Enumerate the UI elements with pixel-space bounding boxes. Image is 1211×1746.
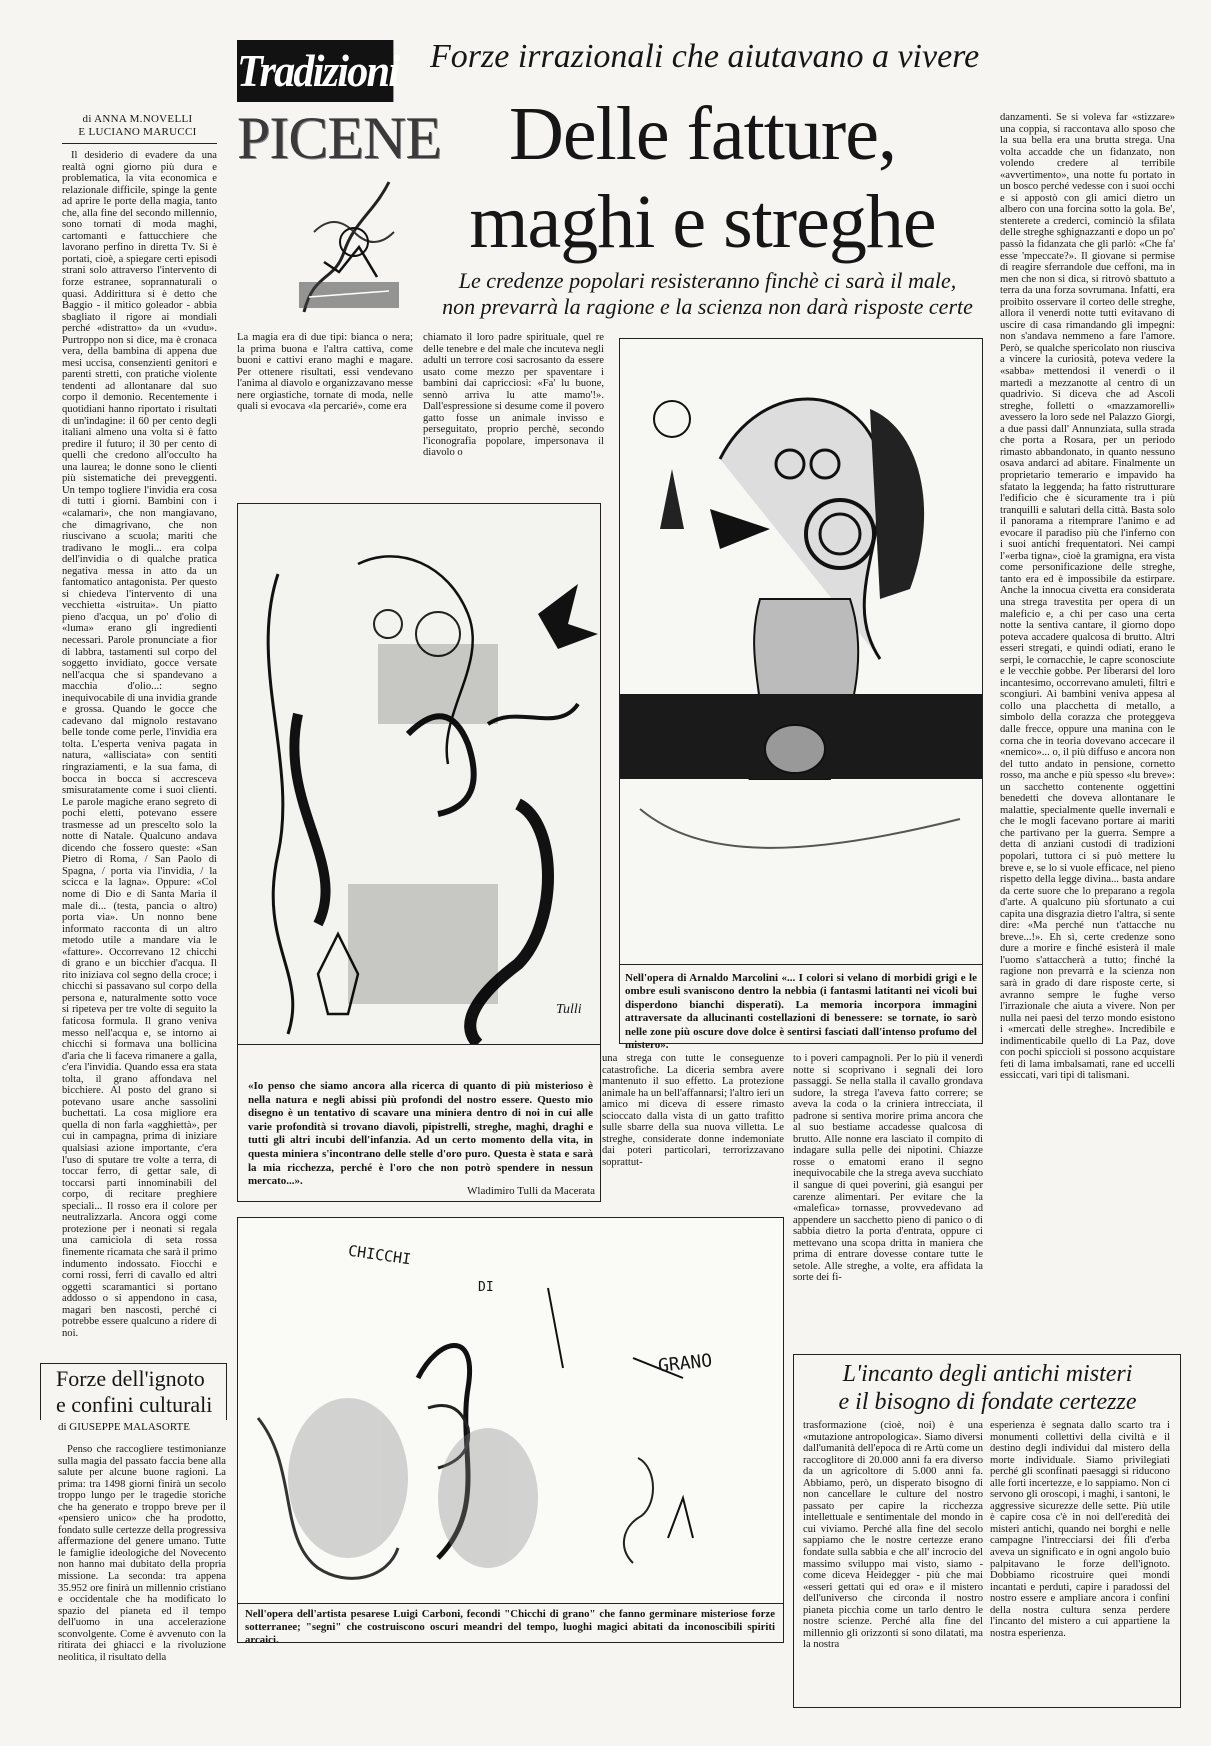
carboni-word-1: CHICCHI [347,1241,413,1269]
box-article-column-2: esperienza è segnata dallo scarto tra i monumenti collettivi della civiltà e il destino degli individui dal mistero della morte individuale. Siamo privilegiati perché gli sconfinati paesaggi si riducono alle forti incertezze, e lo sappiamo. Non ci servono gli oroscopi, i maghi, i santoni, le aggressive sicurezze delle sette. Più utile è capire cosa c'è in noi dell'eredità dei misteri antichi, quando nei borghi e nelle campagne l'intrecciarsi dei fili d'erba aveva un significato e in ogni angolo buio palpitavano le forze dell'ignoto. Dobbiamo ricostruire quei mondi incantati e perduti, capire i paradossi del nostro essere e ampliare ancora i confini della nostra cultura senza perdere l'incanto del mistero a cui appartiene la nostra esperienza. [990,1420,1170,1639]
byline-rule [62,143,217,144]
headline [430,90,975,266]
article-column-mid-b: to i poveri campagnoli. Per lo più il venerdì notte si scoprivano i segnali dei loro passaggi. Se nella stalla il cavallo grondava sudore, la strega l'aveva fatto correre; se aveva la coda o la criniera intrecciata, il padrone si sentiva morire prima ancora che al suo bestiame accadesse qualcosa di brutto. Alle nonne era lasciato il compito di indagare sulla pelle dei nipotini. Chiazze rosse o ematomi erano il segno inequivocabile che la strega aveva succhiato il sangue di quei poverini, già esangui per carenze alimentari. Per evitare che la «malefica» tornasse, provvedevano ad appendere un sacchetto pieno di panico o di sabbia dietro la porta d'entrata, oppure ci mettevano una scopa dritta in maniera che prima di entrare dovesse contare tutte le setole. Alle streghe, a volte, era affidata la sorte dei fi- [793,1053,983,1284]
section-kicker: Tradizioni [237,40,393,102]
byline: di ANNA M.NOVELLI E LUCIANO MARUCCI [78,113,197,138]
carboni-word-3: GRANO [657,1350,714,1377]
article-column-3: chiamato il loro padre spirituale, quel re delle tenebre e del male che incuteva negli adulti un terrore così sacrosanto da essere usato come mezzo per spaventare i bambini dai capricciosi: «Fa' lu buone, sennò arriva lu atte mamo'!». Dall'espressione si desume come il povero gatto fosse un animale invisso e perseguitato, proprio perchè, secondo l'iconografia popolare, impersonava il diavolo o [423,332,604,459]
carboni-word-2: DI [478,1280,494,1295]
side-article-byline: di GIUSEPPE MALASORTE [58,1421,190,1433]
overline: Forze irrazionali che aiutavano a vivere [430,38,980,75]
artwork-carboni [237,1217,784,1604]
article-column-2: La magia era di due tipi: bianca o nera; la prima buona e l'altra cattiva, come buoni e cattivi erano maghi e magare. Per ottenere risultati, essi vendevano l'anima al diavolo e organizzavano messe nere orgiastiche, tornate di moda, nelle quali si evocava «la percarié», come era [237,332,413,413]
headline-line-1: Delle fatture, [509,92,896,176]
tulli-signature: Tulli [556,1002,582,1017]
side-article-text: Penso che raccogliere testimonianze sulla magia del passato faccia bene alla salute per alcune buone ragioni. La prima: tra 1498 giorni finirà un secolo troppo lungo per le tragedie storiche che ha generato e troppo breve per il «pensiero unico» che ha prodotto, fondato sulle certezze della progressiva affermazione del genere umano. Tutte le famiglie ideologiche del Novecento non hanno mai dubitato della propria missione. La seconda: tra appena 35.952 ore finirà un millennio cristiano e occidentale che ha modificato lo spazio del pianeta ed il tempo dell'uomo in una accelerazione sconvolgente. Come è avvenuto con la ritirata dei ghiacci e la rivoluzione neolitica, il risultato della [58,1444,226,1663]
artwork-tulli [237,503,601,1045]
artwork-marcolini [619,338,983,965]
article-column-mid-a: una strega con tutte le conseguenze catastrofiche. La diceria sembra avere mantenuto il suo effetto. La protezione animale ha un bell'affannarsi; l'altro ieri un amico mi diceva di essere rimasto scioccato dalla vista di un gatto trafitto sulle sbarre della sua nuova villetta. Le streghe, considerate donne indemoniate dai poteri particolari, terrorizzavano soprattut- [602,1053,784,1168]
summary: Le credenze popolari resisteranno finchè ci sarà il male, non prevarrà la ragione e la scienza non darà risposte certe [442,268,973,319]
caption-marcolini: Nell'opera di Arnaldo Marcolini «... I colori si velano di morbidi grigi e le ombre esuli svaniscono dentro la nebbia (i fantasmi latitanti nei vicoli bui disperdono bianchi disperati). La memoria incorpora immagini attraversate da allucinanti costellazioni di benessere: se tornate, io sarò nelle zone più oscure dove dolce è sentirsi fasciati dall'intenso profumo del mistero». [625,972,977,1052]
article-column-right: danzamenti. Se si voleva far «stizzare» una coppia, si raccontava allo sposo che la sua bella era una brutta strega. Una volta accadde che un fidanzato, non volendo credere al terribile «avvertimento», una notte fu portato in un bosco perché vedesse con i suoi occhi e si appostò con gli amici dietro un albero con una forcina sotto la gola. Be', stenterete a crederci, cominciò la sfilata delle streghe sghignazzanti e dopo un po' passò la fidanzata che gli parlò: «Che fa' esse 'mpeccate?». Il giovane si permise di reagire sferrandole due ceffoni, ma in men che non si dica, si ritrovò sbattuto a terra da una forza sovrumana. Infatti, era proibito osservare il corteo delle streghe, allora il venerdì notte tutti evitavano di uscire di casa rimandando gli impegni: non s'andava nemmeno a fare l'amore. Però, se qualche spericolato non riusciva a vincere la curiosità, poteva vedere la «sabba» mettendosi il venerdì o il martedì a mezzanotte al centro di un quadrivio. Si diceva che ad Ascoli streghe, folletti o «mazzamorelli» avessero la loro sede nel Palazzo Giorgi, a due passi dall' Annunziata, sulla strada che porta a Rosara, per un periodo rimasto abbandonato, in quanto nessuno osava andarci ad abitare. Finalmente un proprietario temerario e impavido ha sfatato la leggenda; ha fatto ristrutturare l'edificio che è sicuramente tra i più tranquilli e salutari della città. Basta solo il panorama a ritemprare l'animo e ad evocare il paradiso più che l'inferno con i suoi antichi frequentatori. Nei campi l'«erba tigna», cioè la gramigna, era vista come personificazione delle streghe, tanto era ed è impossibile da estirpare. Anche la innocua civetta era considerata una strega travestita per opera di un maleficio e, a chi per caso una certa notte la sentiva cantare, il giorno dopo poteva accadere qualcosa di brutto. Altri esseri stregati, e quindi odiati, erano le serpi, le cornacchie, le capre sconosciute e le vecchie gobbe. Per liberarsi del loro incantesimo, occorrevano amuleti, filtri e scongiuri. Ai bambini veniva appesa al collo una placchetta di metallo, a simbolo della corazza che proteggeva dalle frecce, oppure una manina con le corna che in teoria dovevano accecare il «nemico»... o, il più diffuso e ancora non del tutto andato in pensione, cornetto rosso, ma anche e più spesso «lu breve»: un sacchetto contenente oggettini benedetti che doveva allontanare le malattie, specialmente quelle invernali e che le mogli facevano portare ai mariti che partivano per la guerra. Sempre a detta di anziani custodi di tradizioni popolari, tuttora ci si può mettere lu breve e, se lo si vuole efficace, nel pieno rispetto della legge divina... basta andare da certe suore che lo preparano a regola d'arte. A qualcuno più sfortunato a cui capita una disgrazia dietro l'altra, si sente dire: «Ma perché nun t'attacche nu breve...!». Eh sì, certe credenze sono dure a morire e finché esisterà il male l'uomo s'attaccherà a tutto; finché la ragione non prevarrà e la scienza non sarà in grado di dare risposte certe, si avranno sempre le fughe verso l'irrazionale che aiuta a vivere. Non per nulla nei paesi del terzo mondo esistono i «mercati delle streghe». Incredibile e indimenticabile quello di La Paz, dove con pochi spiccioli si possono acquistare feti di lama imbalsamati, rane ed uccelli essiccati, vari tipi di talismani. [1000,112,1175,1082]
article-column-1: Il desiderio di evadere da una realtà ogni giorno più dura e problematica, la vita economica e relazionale difficile, spinge la gente ad aprire le porte della magia, tanto che, alla fine del secondo millennio, sono tornati di moda maghi, cartomanti e fattucchiere che lavorano perfino in diretta Tv. Si è portati, cioè, a spiegare certi episodi strani solo attraverso l'intervento di forze estranee, soprannaturali o quasi. Addirittura si è detto che Baggio - il mitico goleador - abbia sbagliato il rigore ai mondiali perché «distratto» da un «vudu». Purtroppo non si dice, ma è cronaca vera, della bambina di appena due mesi uccisa, consenzienti genitori e parenti stretti, con pratiche violente tendenti ad allontanare dal suo corpo il demonio. Recentemente i quotidiani hanno riportato i risultati di un'indagine: il 60 per cento degli italiani almeno una volta si è fatto predire il futuro; il 30 per cento di quelli che credono all'occulto ha una laurea; le donne sono le clienti più sistematiche dei preveggenti. Un tempo togliere l'invidia era cosa di tutti i giorni. Bambini con i «calamari», che non mangiavano, che dimagrivano, che non riuscivano a scuola; mariti che tradivano le mogli... era colpa dell'invidia o di qualche pratica negativa messa in atto da un fantomatico antagonista. Per questo si chiedeva l'intervento di una vecchietta «istruita». Un piatto pieno d'acqua, un po' d'olio di «luma» erano gli ingredienti necessari. Parole pronunciate a fior di labbra, tastamenti sul corpo del soggetto invidiato, gocce versate nell'acqua che si spandevano a macchia d'olio...: segno inequivocabile di una invidia grande e grossa. Quando le gocce che cadevano dal mignolo restavano belle tonde come perle, l'invidia era tolta. L'esperta veniva pagata in natura, «allisciata» con sentiti ringraziamenti, e la sua fama, di bocca in bocca si accresceva smisuratamente come i suoi clienti. Le parole magiche erano segreto di pochi eletti, potevano essere trasmesse ad un prescelto solo la notte di Natale. Qualcuno andava dicendo che fossero queste: «San Pietro di Roma, / San Paolo di Spagna, / porta via l'invidia, / la scicca e la lagna». Oppure: «Col nome di Dio e di Santa Maria il male di... (testa, pancia o altro) porta via». Un nonno bene informato racconta di un altro metodo utile a mandare via le «fatture». Occorrevano 12 chicchi di grano e un bicchier d'acqua. Il rito iniziava col segno della croce; i chicchi si passavano sul corpo della persona e, naturalmente sotto voce si ripeteva per tre volte di seguito la faticosa formula. Il grano veniva messo nell'acqua e, se intorno ai chicchi si formava una bollicina d'aria che li faceva rimanere a galla, c'era l'invidia. Quando essa era stata tolta, il grano affondava nel bicchiere. Al posto del grano si potevano usare anche sassolini buchettati. La cosa migliore era quella di non farla «agghiettà», per cui in campagna, prima di iniziare qualsiasi azione importante, c'era l'uso di sputare tre volte a terra, di toccar ferro, di gettar sale, di toccarsi parti innominabili del corpo, di recitare preghiere speciali... Il rosso era il colore per neutralizzarla. Ancora oggi come protezione per i neonati si regala una camiciola di seta rossa finemente ricamata che sarà il primo indumento indossato. Fiocchi e corni rossi, ferri di cavallo ed altri oggetti scaramantici si portano addosso o si appendono in casa, magari ben nascosti, perché ci potrebbe essere qualcuno a ridere di noi. [62,150,217,1339]
box-article-title: L'incanto degli antichi misteri e il bisogno di fondate certezze [838,1361,1137,1415]
box-article-column-1: trasformazione (cioè, noi) è una «mutazione antropologica». Siamo diversi dall'umanità dell'epoca di re Artù come un raccoglitore di 20.000 anni fa era diverso da un agricoltore di 5.000 anni fa. Abbiamo, però, un disperato bisogno di non cancellare le culture del nostro passato per capire la ricchezza intellettuale e sentimentale del mondo in cui viviamo. Perché alla fine del secolo sappiamo che le nostre certezze erano fondate sulla sabbia e che all' incrocio del massimo sviluppo mai visto, siamo - come diceva Heidegger - più che mai «esseri gettati qui ed ora» e il mistero dell'universo che circonda il nostro pianeta picchia come un tarlo dentro le nostre scienze. Perché alla fine del millennio gli orizzonti si sono dilatati, ma la nostra [803,1420,983,1651]
caption-marcolini-frame [619,963,983,1044]
caption-tulli-frame [237,1045,601,1202]
caption-carboni-frame [237,1602,784,1643]
kicker-illustration [294,172,406,320]
caption-tulli: «Io penso che siamo ancora alla ricerca di quanto di più misterioso è nella natura e negli abissi più profondi del nostro essere. Questo mio disegno è un tentativo di scavare una miniera dentro di noi in cui alle varie profondità si trovano diavoli, pipistrelli, streghe, maghi, draghi e tutti gli altri incubi dell'infanzia. Ad un certo momento della vita, in questa miniera s'incontrano delle stelle d'oro puro. Questa è stata e sarà la mia ricchezza, perché è l'oro che non potrò spendere in nessun mercato...». [248,1080,593,1188]
section-kicker-sub: PICENE [237,105,441,171]
side-article-title: Forze dell'ignoto e confini culturali [56,1366,213,1417]
credit-tulli: Wladimiro Tulli da Macerata [467,1185,595,1197]
headline-line-2: maghi e streghe [469,180,936,264]
caption-carboni: Nell'opera dell'artista pesarese Luigi Carboni, fecondi "Chicchi di grano" che fanno germinare misteriose forze sotterranee; "segni" che costruiscono oscuri meandri del tempo, luoghi magici abitati da inconoscibili spiriti arcaici. [245,1608,775,1647]
